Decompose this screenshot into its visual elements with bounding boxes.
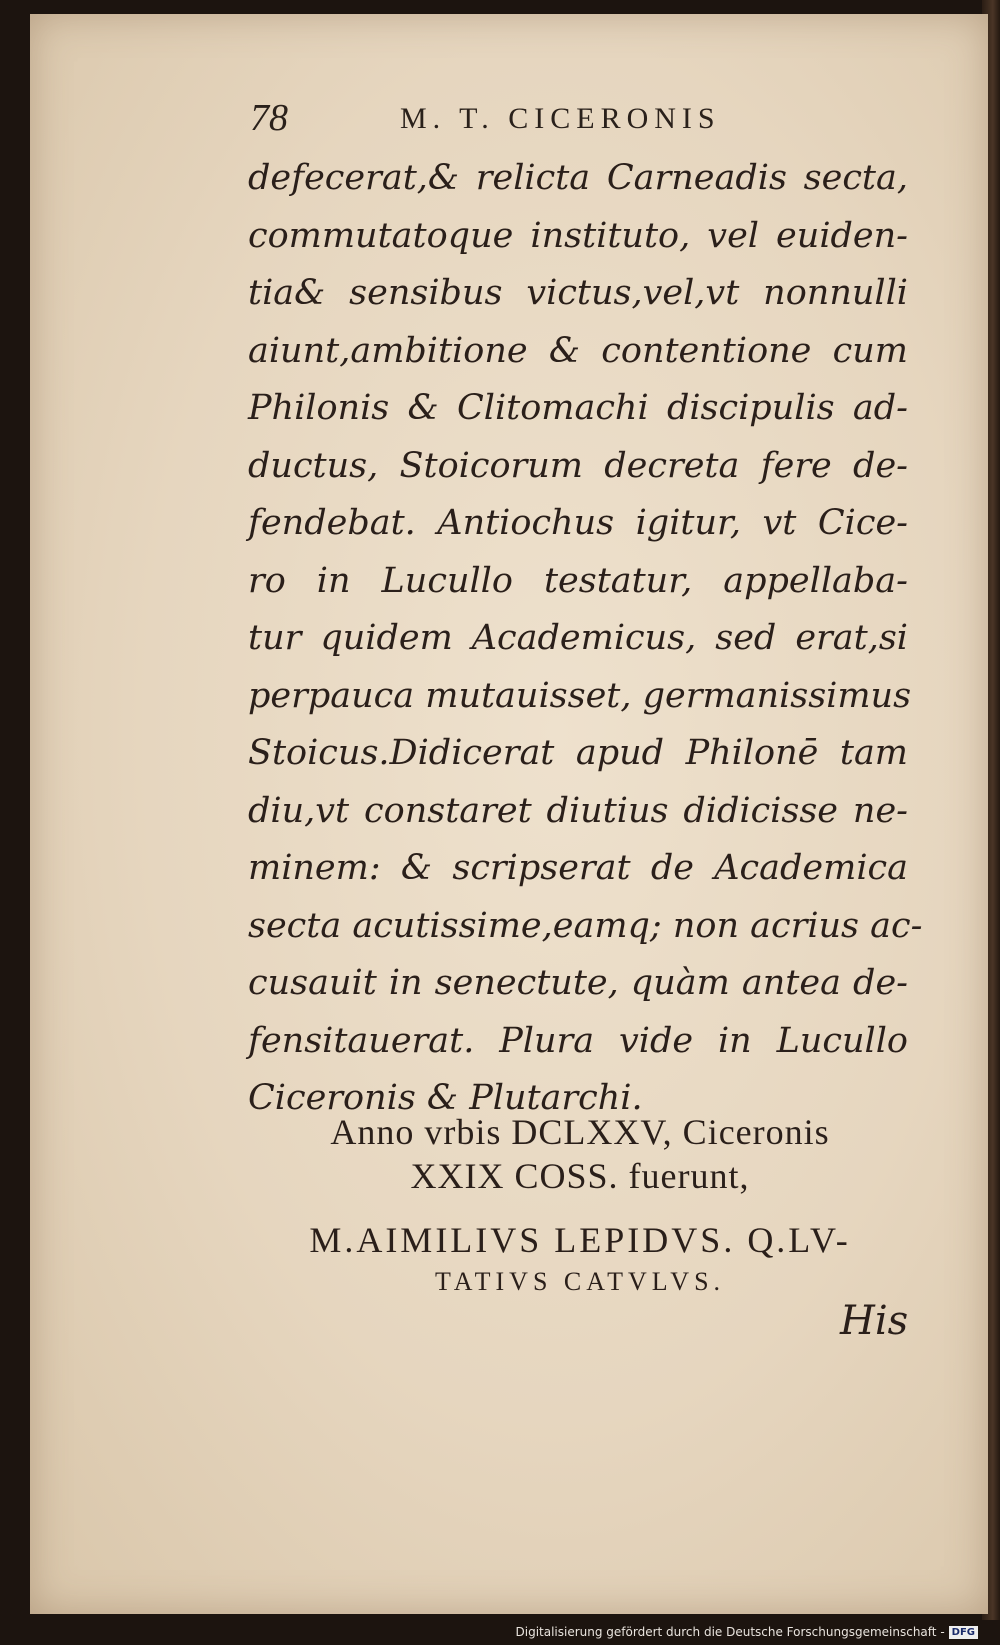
dfg-logo: DFG xyxy=(949,1626,978,1639)
body-line: perpauca mutauisset, germanissimus xyxy=(248,675,912,716)
consul-intro-line: XXIX COSS. fuerunt, xyxy=(410,1156,750,1196)
body-line: aiunt,ambitione & contentione cum xyxy=(248,330,908,371)
body-line: Stoicus.Didicerat apud Philonē tam xyxy=(248,733,908,773)
body-line: tia& sensibus victus,vel,vt nonnulli xyxy=(248,273,908,313)
running-title: M. T. CICERONIS xyxy=(400,102,721,135)
consul-names-line: TATIVS CATVLVS. xyxy=(434,1267,726,1296)
body-line: fensitauerat. Plura vide in Lucullo xyxy=(248,1020,908,1061)
body-line: commutatoque instituto, vel euiden- xyxy=(248,215,908,256)
body-line: secta acutissime,eamq; non acrius ac- xyxy=(248,905,923,946)
body-line: tur quidem Academicus, sed erat,si xyxy=(248,618,908,658)
body-line: Ciceronis & Plutarchi. xyxy=(248,1078,643,1118)
catchword: His xyxy=(840,1298,909,1344)
body-line: ductus, Stoicorum decreta fere de- xyxy=(248,445,908,486)
body-line: cusauit in senectute, quàm antea de- xyxy=(248,963,908,1003)
consul-block xyxy=(240,1110,920,1302)
consul-intro-line: Anno vrbis DCLXXV, Ciceronis xyxy=(330,1112,830,1152)
body-line: ro in Lucullo testatur, appellaba- xyxy=(248,560,908,601)
body-line: fendebat. Antiochus igitur, vt Cice- xyxy=(248,503,908,543)
body-line: diu,vt constaret diutius didicisse ne- xyxy=(248,790,908,831)
page-number: 78 xyxy=(250,97,288,139)
footer-credit: Digitalisierung gefördert durch die Deutsche Forschungsgemeinschaft - xyxy=(515,1625,945,1639)
body-line: minem: & scripserat de Academica xyxy=(248,848,908,888)
body-line: Philonis & Clitomachi discipulis ad- xyxy=(248,388,908,428)
page-header xyxy=(250,96,950,146)
body-text xyxy=(248,150,923,1128)
digitization-footer xyxy=(516,1623,979,1641)
consul-names-line: M.AIMILIVS LEPIDVS. Q.LV- xyxy=(309,1220,851,1260)
body-line: defecerat,& relicta Carneadis secta, xyxy=(248,158,908,198)
